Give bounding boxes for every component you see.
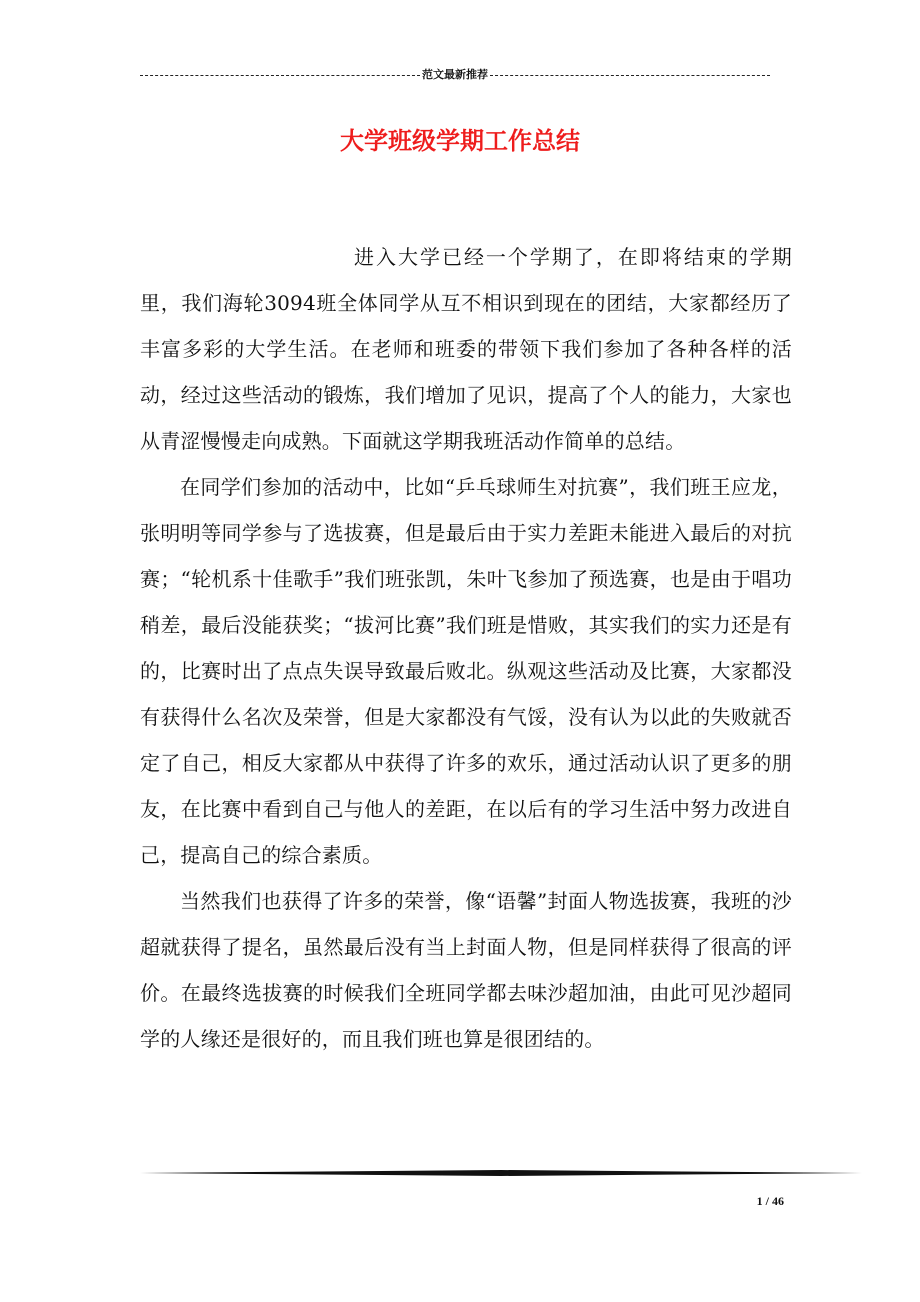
footer-divider (140, 1170, 862, 1176)
header-dash-right (490, 75, 770, 76)
document-title: 大学班级学期工作总结 (340, 127, 580, 155)
header-dash-left (140, 75, 420, 76)
page-header (140, 68, 770, 82)
header-label: 范文最新推荐 (422, 68, 488, 81)
paragraph: 当然我们也获得了许多的荣誉，像“语馨”封面人物选拔赛，我班的沙超就获得了提名，虽然最后没有当上封面人物，但是同样获得了很高的评价。在最终选拔赛的时候我们全班同学都去味沙超加油，由此可见沙超同学的人缘还是很好的，而且我们班也算是很团结的。 (140, 889, 792, 1051)
document-body (140, 234, 792, 1062)
paragraph: 在同学们参加的活动中，比如“乒乓球师生对抗赛”，我们班王应龙，张明明等同学参与了选拔赛，但是最后由于实力差距未能进入最后的对抗赛；“轮机系十佳歌手”我们班张凯，朱叶飞参加了预选赛，也是由于唱功稍差，最后没能获奖；“拔河比赛”我们班是惜败，其实我们的实力还是有的，比赛时出了点点失误导致最后败北。纵观这些活动及比赛，大家都没有获得什么名次及荣誉，但是大家都没有气馁，没有认为以此的失败就否定了自己，相反大家都从中获得了许多的欢乐，通过活动认识了更多的朋友，在比赛中看到自己与他人的差距，在以后有的学习生活中努力改进自己，提高自己的综合素质。 (140, 475, 792, 867)
page-number: 1 / 46 (756, 1194, 784, 1208)
paragraph: 进入大学已经一个学期了，在即将结束的学期里，我们海轮3094班全体同学从互不相识到现在的团结，大家都经历了丰富多彩的大学生活。在老师和班委的带领下我们参加了各种各样的活动，经过这些活动的锻炼，我们增加了见识，提高了个人的能力，大家也从青涩慢慢走向成熟。下面就这学期我班活动作简单的总结。 (140, 245, 792, 453)
